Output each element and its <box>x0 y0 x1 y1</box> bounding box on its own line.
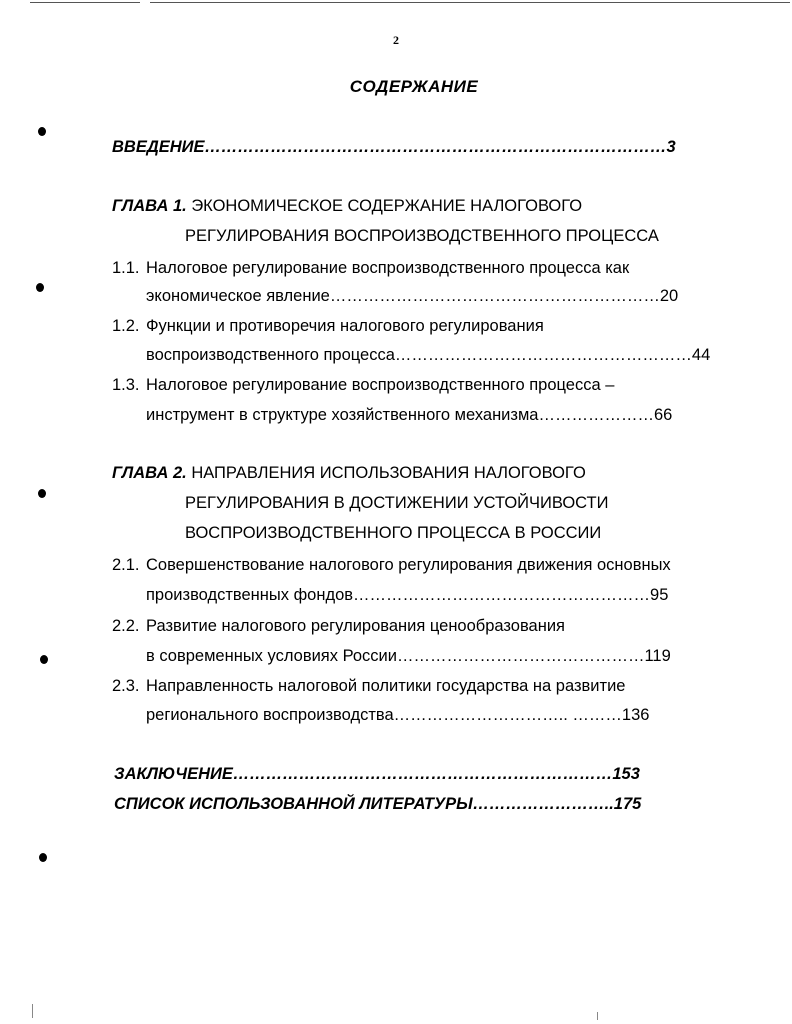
dot-leader: ……………………………………………… <box>353 586 651 604</box>
section-title-cont: экономическое явление <box>146 287 330 305</box>
toc-section-leader[interactable] <box>146 346 710 365</box>
scan-edge-line <box>30 2 140 3</box>
section-page: 20 <box>659 287 679 305</box>
punch-hole-mark <box>36 283 44 292</box>
chapter-label: ГЛАВА 1. <box>112 197 187 215</box>
toc-section-title[interactable]: Направленность налоговой политики государства на развитие <box>146 677 626 695</box>
scan-artifact <box>597 1012 598 1020</box>
toc-section-leader[interactable] <box>146 406 672 425</box>
punch-hole-mark <box>39 853 47 862</box>
toc-section-title[interactable]: Налоговое регулирование воспроизводственного процесса – <box>146 376 615 394</box>
entry-label: ВВЕДЕНИЕ <box>112 138 205 156</box>
chapter-heading[interactable] <box>112 197 582 216</box>
dot-leader: ……………………………………… <box>396 647 645 665</box>
punch-hole-mark <box>38 127 46 136</box>
dot-leader: ………………………….. ……… <box>393 706 622 724</box>
toc-section-leader[interactable] <box>146 647 671 666</box>
toc-section-number: 2.3. <box>112 677 140 695</box>
section-page: 44 <box>691 346 711 364</box>
toc-entry-references[interactable] <box>114 795 641 814</box>
toc-section-title[interactable]: Развитие налогового регулирования ценообразования <box>146 617 565 635</box>
chapter-title-line: РЕГУЛИРОВАНИЯ В ДОСТИЖЕНИИ УСТОЙЧИВОСТИ <box>185 494 609 512</box>
page-title: СОДЕРЖАНИЕ <box>349 77 479 96</box>
chapter-title-line: ВОСПРОИЗВОДСТВЕННОГО ПРОЦЕССА В РОССИИ <box>185 524 602 542</box>
dot-leader: …………………….. <box>472 795 614 813</box>
toc-section-title[interactable]: Функции и противоречия налогового регулирования <box>146 317 544 335</box>
section-page: 95 <box>650 586 669 604</box>
punch-hole-mark <box>40 655 48 664</box>
entry-page: 153 <box>612 765 640 783</box>
section-page: 136 <box>621 706 650 724</box>
scan-edge-line <box>150 2 790 3</box>
chapter-heading[interactable] <box>112 464 586 483</box>
dot-leader: ……………………………………………… <box>394 346 692 364</box>
entry-page: 3 <box>666 138 676 156</box>
page-number: 2 <box>393 33 399 47</box>
dot-leader: …………………………………………………… <box>329 287 660 305</box>
entry-page: 175 <box>613 795 642 813</box>
chapter-title-line: НАПРАВЛЕНИЯ ИСПОЛЬЗОВАНИЯ НАЛОГОВОГО <box>191 464 586 482</box>
chapter-label: ГЛАВА 2. <box>112 464 187 482</box>
entry-label: СПИСОК ИСПОЛЬЗОВАННОЙ ЛИТЕРАТУРЫ <box>114 795 473 813</box>
toc-section-number: 2.2. <box>112 617 140 635</box>
toc-section-leader[interactable] <box>146 706 649 725</box>
toc-section-title[interactable]: Налоговое регулирование воспроизводственного процесса как <box>146 259 630 277</box>
section-title-cont: воспроизводственного процесса <box>146 346 395 364</box>
section-title-cont: инструмент в структуре хозяйственного механизма <box>146 406 539 424</box>
section-page: 119 <box>644 647 671 665</box>
toc-section-leader[interactable] <box>146 586 668 605</box>
toc-section-number: 2.1. <box>112 556 140 574</box>
scan-artifact <box>32 1004 33 1018</box>
toc-entry-conclusion[interactable] <box>114 765 640 784</box>
toc-section-title[interactable]: Совершенствование налогового регулирования движения основных <box>146 556 671 574</box>
chapter-title-line: ЭКОНОМИЧЕСКОЕ СОДЕРЖАНИЕ НАЛОГОВОГО <box>191 197 583 215</box>
toc-section-leader[interactable] <box>146 287 678 306</box>
dot-leader: ………………………………………………………………………… <box>204 138 667 156</box>
toc-entry-intro[interactable] <box>112 138 676 157</box>
section-title-cont: производственных фондов <box>146 586 354 604</box>
entry-label: ЗАКЛЮЧЕНИЕ <box>114 765 233 783</box>
toc-section-number: 1.1. <box>112 259 140 277</box>
toc-section-number: 1.2. <box>112 317 140 335</box>
toc-section-number: 1.3. <box>112 376 140 394</box>
punch-hole-mark <box>38 489 46 498</box>
dot-leader: …………………………………………………………… <box>232 765 613 783</box>
section-title-cont: регионального воспроизводства <box>146 706 394 724</box>
dot-leader: ………………… <box>538 406 654 424</box>
chapter-title-line: РЕГУЛИРОВАНИЯ ВОСПРОИЗВОДСТВЕННОГО ПРОЦЕССА <box>185 227 659 245</box>
section-title-cont: в современных условиях России <box>146 647 397 665</box>
section-page: 66 <box>653 406 673 424</box>
